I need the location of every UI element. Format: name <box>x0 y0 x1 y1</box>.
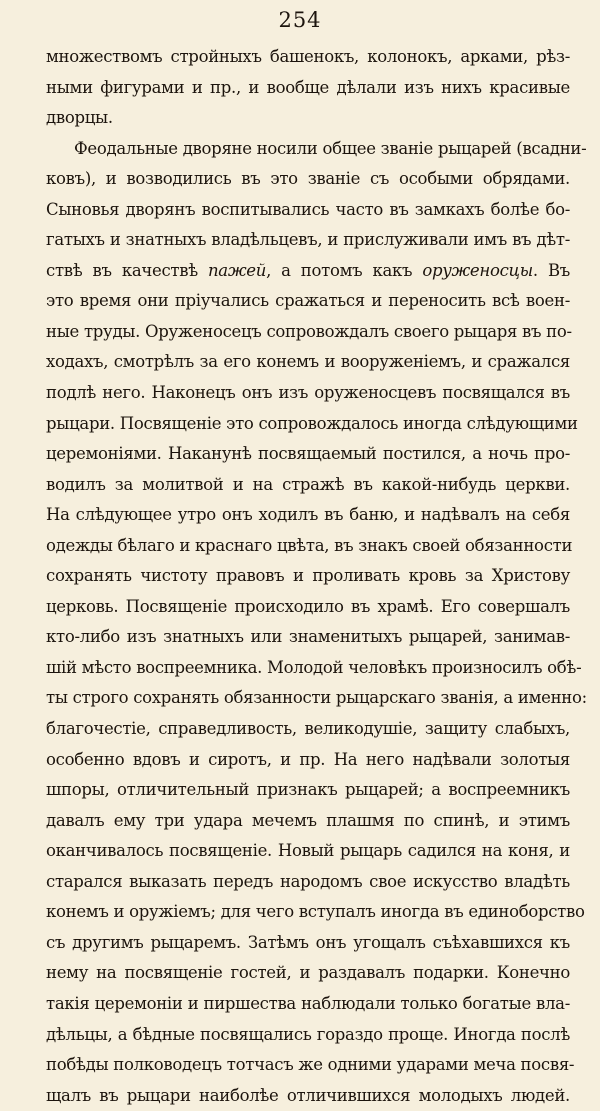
text-line: старался выказать передъ народомъ свое искусство владѣть <box>46 871 570 891</box>
text-line: особенно вдовъ и сиротъ, и пр. На него надѣвали золотыя <box>46 749 570 769</box>
text-line: нему на посвященіе гостей, и раздавалъ подарки. Конечно <box>46 963 570 983</box>
text-line: подлѣ него. Наконецъ онъ изъ оруженосцевъ посвящался въ <box>46 383 570 403</box>
text-line: съ другимъ рыцаремъ. Затѣмъ онъ угощалъ съѣхавшихся къ <box>46 932 570 952</box>
text-line: ными фигурами и пр., и вообще дѣлали изъ нихъ красивые <box>46 77 570 97</box>
text-line: ные труды. Оруженосецъ сопровождалъ своего рыцаря въ по- <box>46 321 572 341</box>
italic-term-squires: оруженосцы <box>422 260 533 280</box>
text-line: ходахъ, смотрѣлъ за его конемъ и вооруженіемъ, и сражался <box>46 352 570 372</box>
body-text <box>46 42 587 1111</box>
text-line: оканчивалось посвященіе. Новый рыцарь садился на коня, и <box>46 841 570 861</box>
text-line: шій мѣсто воспреемника. Молодой человѣкъ произносилъ обѣ- <box>46 657 582 677</box>
text-line: это время они пріучались сражаться и переносить всѣ воен- <box>46 291 570 311</box>
text-line: церковь. Посвященіе происходило въ храмѣ. Его совершалъ <box>46 596 570 616</box>
text-line: конемъ и оружіемъ; для чего вступалъ иногда въ единоборство <box>46 902 585 922</box>
text-line: сохранять чистоту правовъ и проливать кровь за Христову <box>46 566 570 586</box>
text-run: . Въ <box>532 260 570 280</box>
text-line: ты строго сохранять обязанности рыцарскаго званія, а именно: <box>46 688 587 708</box>
italic-term-pages: пажей <box>207 260 267 280</box>
text-line: такія церемоніи и пиршества наблюдали только богатые вла- <box>46 993 570 1013</box>
text-line: давалъ ему три удара мечемъ плашмя по спинѣ, и этимъ <box>46 810 570 830</box>
text-run: , а потомъ какъ <box>266 260 423 280</box>
text-line: благочестіе, справедливость, великодушіе, защиту слабыхъ, <box>46 719 570 739</box>
text-line: шпоры, отличительный признакъ рыцарей; а воспреемникъ <box>46 780 570 800</box>
text-line: щалъ въ рыцари наиболѣе отличившихся молодыхъ людей. <box>46 1085 570 1105</box>
text-line: побѣды полководецъ тотчасъ же одними ударами меча посвя- <box>46 1055 575 1075</box>
page-number: 254 <box>278 8 322 32</box>
paragraph-first-line: Феодальные дворяне носили общее званіе рыцарей (всадни- <box>74 138 587 158</box>
text-line: церемоніями. Наканунѣ посвящаемый постился, а ночь про- <box>46 444 570 464</box>
text-line: кто-либо изъ знатныхъ или знаменитыхъ рыцарей, занимав- <box>46 627 570 647</box>
text-line-with-italics <box>46 256 570 287</box>
text-run: ствѣ въ качествѣ <box>46 260 208 280</box>
text-line: дѣльцы, а бѣдные посвящались гораздо проще. Иногда послѣ <box>46 1024 570 1044</box>
text-line: ковъ), и возводились въ это званіе съ особыми обрядами. <box>46 169 570 189</box>
text-line: гатыхъ и знатныхъ владѣльцевъ, и прислуживали имъ въ дѣт- <box>46 230 570 250</box>
text-line: Сыновья дворянъ воспитывались часто въ замкахъ болѣе бо- <box>46 199 570 219</box>
text-line: множествомъ стройныхъ башенокъ, колонокъ, арками, рѣз- <box>46 47 570 66</box>
text-line: дворцы. <box>46 108 113 128</box>
text-line: На слѣдующее утро онъ ходилъ въ баню, и надѣвалъ на себя <box>46 505 570 525</box>
text-line: водилъ за молитвой и на стражѣ въ какой-нибудь церкви. <box>46 474 570 494</box>
text-line: одежды бѣлаго и краснаго цвѣта, въ знакъ своей обязанности <box>46 535 573 555</box>
text-line: рыцари. Посвященіе это сопровождалось иногда слѣдующими <box>46 413 578 433</box>
